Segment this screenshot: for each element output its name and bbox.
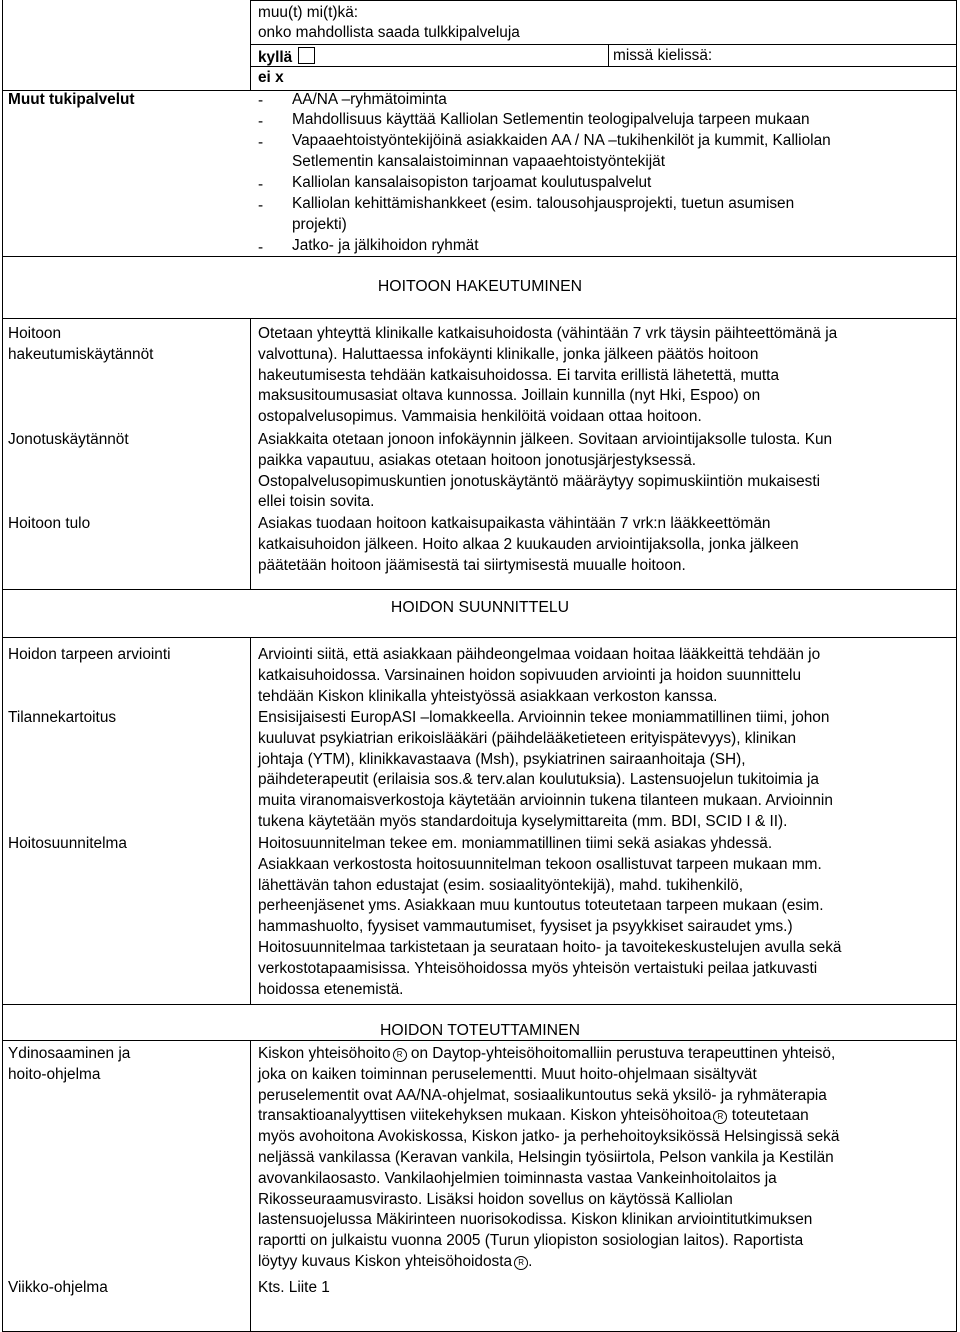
row-divider <box>2 1040 956 1041</box>
column-divider <box>250 318 251 589</box>
row-divider <box>2 637 956 638</box>
row-label-viikko: Viikko-ohjelma <box>8 1279 108 1296</box>
text-tarve: Arviointi siitä, että asiakkaan päihdeongelmaa voidaan hoitaa lääkkeittä tehdään jo katkaisuhoidossa. Varsinainen hoidon sopivuuden arviointi ja hoidon suunnittelu tehdään Kiskon klinikalla yhteistyössä asiakkaan verkoston kanssa. <box>258 646 821 705</box>
text-ydin: Kiskon yhteisöhoito R on Daytop-yhteisöhoitomalliin perustuva terapeuttinen yhteisö, joka on kaiken toiminnan peruselementti. Muut hoito-ohjelmaan sisältyvät peruselementit ovat AA/NA-ohjelmat, sosiaalikuntoutus sekä yksilö- ja ryhmäterapia transaktioanalyyttisen viitekehyksen mukaan. Kiskon yhteisöhoitoa R toteutetaan myös avohoitona Avokiskossa, Kiskon jatko- ja perhehoitoyksikössä Helsingissä sekä neljässä vankilassa (Keravan vankila, Helsingin työsiirtola, Pelson vankila ja Kestilän avovankilaosasto. Vankilaohjelmien toiminnasta vastaa Vankeinhoitolaitos ja Rikosseuraamusvirasto. Lisäksi hoidon sovellus on käytössä Kalliolan lastensuojelussa Mäkirinteen nuorisokodissa. Kiskon klinikan arviointitutkimuksen raportti on julkaistu vuonna 2005 (Turun yliopiston sosiologian laitos). Raportista löytyy kuvaus Kiskon yhteisöhoidosta R . <box>258 1045 840 1270</box>
no-option: ei x <box>258 69 284 86</box>
registered-mark-icon: R <box>514 1256 528 1270</box>
row-divider <box>2 1004 956 1005</box>
list-item: Kalliolan kansalaisopiston tarjoamat koulutuspalvelut <box>292 174 652 191</box>
list-bullet: - <box>258 176 264 193</box>
registered-mark-icon: R <box>713 1110 727 1124</box>
languages-label: missä kielissä: <box>613 47 713 64</box>
row-divider <box>2 256 956 257</box>
yes-checkbox[interactable] <box>298 47 315 64</box>
row-divider <box>250 44 956 45</box>
column-divider <box>250 0 251 90</box>
list-item: Jatko- ja jälkihoidon ryhmät <box>292 237 479 254</box>
other-services-label: muu(t) mi(t)kä: <box>258 4 359 21</box>
row-label-hakeutumiskaytannot: Hoitoon hakeutumiskäytännöt <box>8 325 154 363</box>
list-bullet: - <box>258 92 264 109</box>
column-divider <box>608 44 609 66</box>
text-hakeutumiskaytannot: Otetaan yhteyttä klinikalle katkaisuhoidosta (vähintään 7 vrk täysin päihteettömänä ja valvottuna). Haluttaessa infokäynti klinikalle, jonka jälkeen päätös hoitoon hakeutumisesta tehdään katkaisuhoidossa. Ei tarvita erillistä lähetettä, mutta maksusitoumusasiat oltava kunnossa. Joillain kunnilla (nyt Hki, Espoo) on ostopalvelusopimus. Vammaisia henkilöitä voidaan ottaa hoitoon. <box>258 325 838 426</box>
list-item: Kalliolan kehittämishankkeet (esim. talousohjausprojekti, tuetun asumisen projekti) <box>292 195 795 233</box>
row-label-ydin: Ydinosaaminen ja hoito-ohjelma <box>8 1045 131 1083</box>
section-heading-hakeutuminen: HOITOON HAKEUTUMINEN <box>377 278 583 295</box>
column-divider <box>250 637 251 1004</box>
list-bullet: - <box>258 113 264 130</box>
yes-option <box>258 47 315 67</box>
text-jonotus: Asiakkaita otetaan jonoon infokäynnin jälkeen. Sovitaan arviointijaksolle tulosta. Kun paikka vapautuu, asiakas otetaan hoitoon jonotusjärjestyksessä. Ostopalvelusopimuskuntien jonotuskäytäntö määräytyy sopimuskiintiön mukaisesti ellei toisin sovita. <box>258 431 833 511</box>
row-label-tarve: Hoidon tarpeen arviointi <box>8 646 171 663</box>
list-item: Vapaaehtoistyöntekijöinä asiakkaiden AA / NA –tukihenkilöt ja kummit, Kalliolan Setlementin kansalaistoiminnan vapaaehtoistyöntekijät <box>292 132 831 170</box>
row-divider <box>2 90 956 91</box>
section-heading-toteuttaminen: HOIDON TOTEUTTAMINEN <box>379 1022 581 1039</box>
table-border-top <box>250 0 956 1</box>
row-divider <box>250 66 956 67</box>
row-label-suunnitelma: Hoitosuunnitelma <box>8 835 127 852</box>
text-tulo: Asiakas tuodaan hoitoon katkaisupaikasta vähintään 7 vrk:n lääkkeettömän katkaisuhoidon jälkeen. Hoito alkaa 2 kuukauden arviointijaksolla, jonka jälkeen päätetään hoitoon jäämisestä tai siirtymisestä muualle hoitoon. <box>258 515 799 574</box>
list-item: AA/NA –ryhmätoiminta <box>292 91 447 108</box>
column-divider <box>250 1040 251 1332</box>
list-item: Mahdollisuus käyttää Kalliolan Setlementin teologipalveluja tarpeen mukaan <box>292 111 810 128</box>
yes-label: kyllä <box>258 49 293 66</box>
text-viikko: Kts. Liite 1 <box>258 1279 330 1296</box>
row-label-tulo: Hoitoon tulo <box>8 515 91 532</box>
list-bullet: - <box>258 197 264 214</box>
text-suunnitelma: Hoitosuunnitelman tekee em. moniammatillinen tiimi sekä asiakas yhdessä. Asiakkaan verkostosta hoitosuunnitelman tekoon osallistuvat tarpeen mukaan mm. lähettävän tahon edustajat (esim. sosiaalityöntekijä), mahd. tukihenkilö, perheenjäsenet yms. Asiakkaan muu kuntoutus toteutetaan tarpeen mukaan (esim. hammashuolto, fyysiset vammautumiset, fyysiset ja psyykkiset sairaudet yms.) Hoitosuunnitelmaa tarkistetaan ja seurataan hoito- ja tavoitekeskustelujen avulla sekä verkostotapaamisissa. Yhteisöhoidossa myös yhteisön vertaistuki peilaa jatkuvasti hoidossa etenemistä. <box>258 835 842 998</box>
row-label-tilanne: Tilannekartoitus <box>8 709 117 726</box>
table-border-left <box>2 0 3 1332</box>
row-label-muut-tukipalvelut: Muut tukipalvelut <box>8 91 135 108</box>
section-heading-suunnittelu: HOIDON SUUNNITTELU <box>390 599 570 616</box>
row-divider <box>2 589 956 590</box>
text-tilanne: Ensisijaisesti EuropASI –lomakkeella. Arvioinnin tekee moniammatillinen tiimi, johon kuuluvat psykiatrian erikoislääkäri (päihdelääketieteen erityispätevyys), klinikan johtaja (YTM), klinikkavastaava (Msh), psykiatrinen sairaanhoitaja (SH), päihdeterapeutit (erilaisia sos.& terv.alan koulutuksia). Lastensuojelun tukitoimia ja muita viranomaisverkostoja käytetään arvioinnin tukena tilanteen mukaan. Arvioinnin tukena käytetään myös standardoituja kyselymittareita (mm. BDI, SCID I & II). <box>258 709 833 830</box>
table-border-right <box>956 0 957 1332</box>
registered-mark-icon: R <box>393 1048 407 1062</box>
row-divider <box>2 318 956 319</box>
interpreter-question: onko mahdollista saada tulkkipalveluja <box>258 24 520 41</box>
row-label-jonotus: Jonotuskäytännöt <box>8 431 129 448</box>
list-bullet: - <box>258 239 264 256</box>
list-bullet: - <box>258 134 264 151</box>
